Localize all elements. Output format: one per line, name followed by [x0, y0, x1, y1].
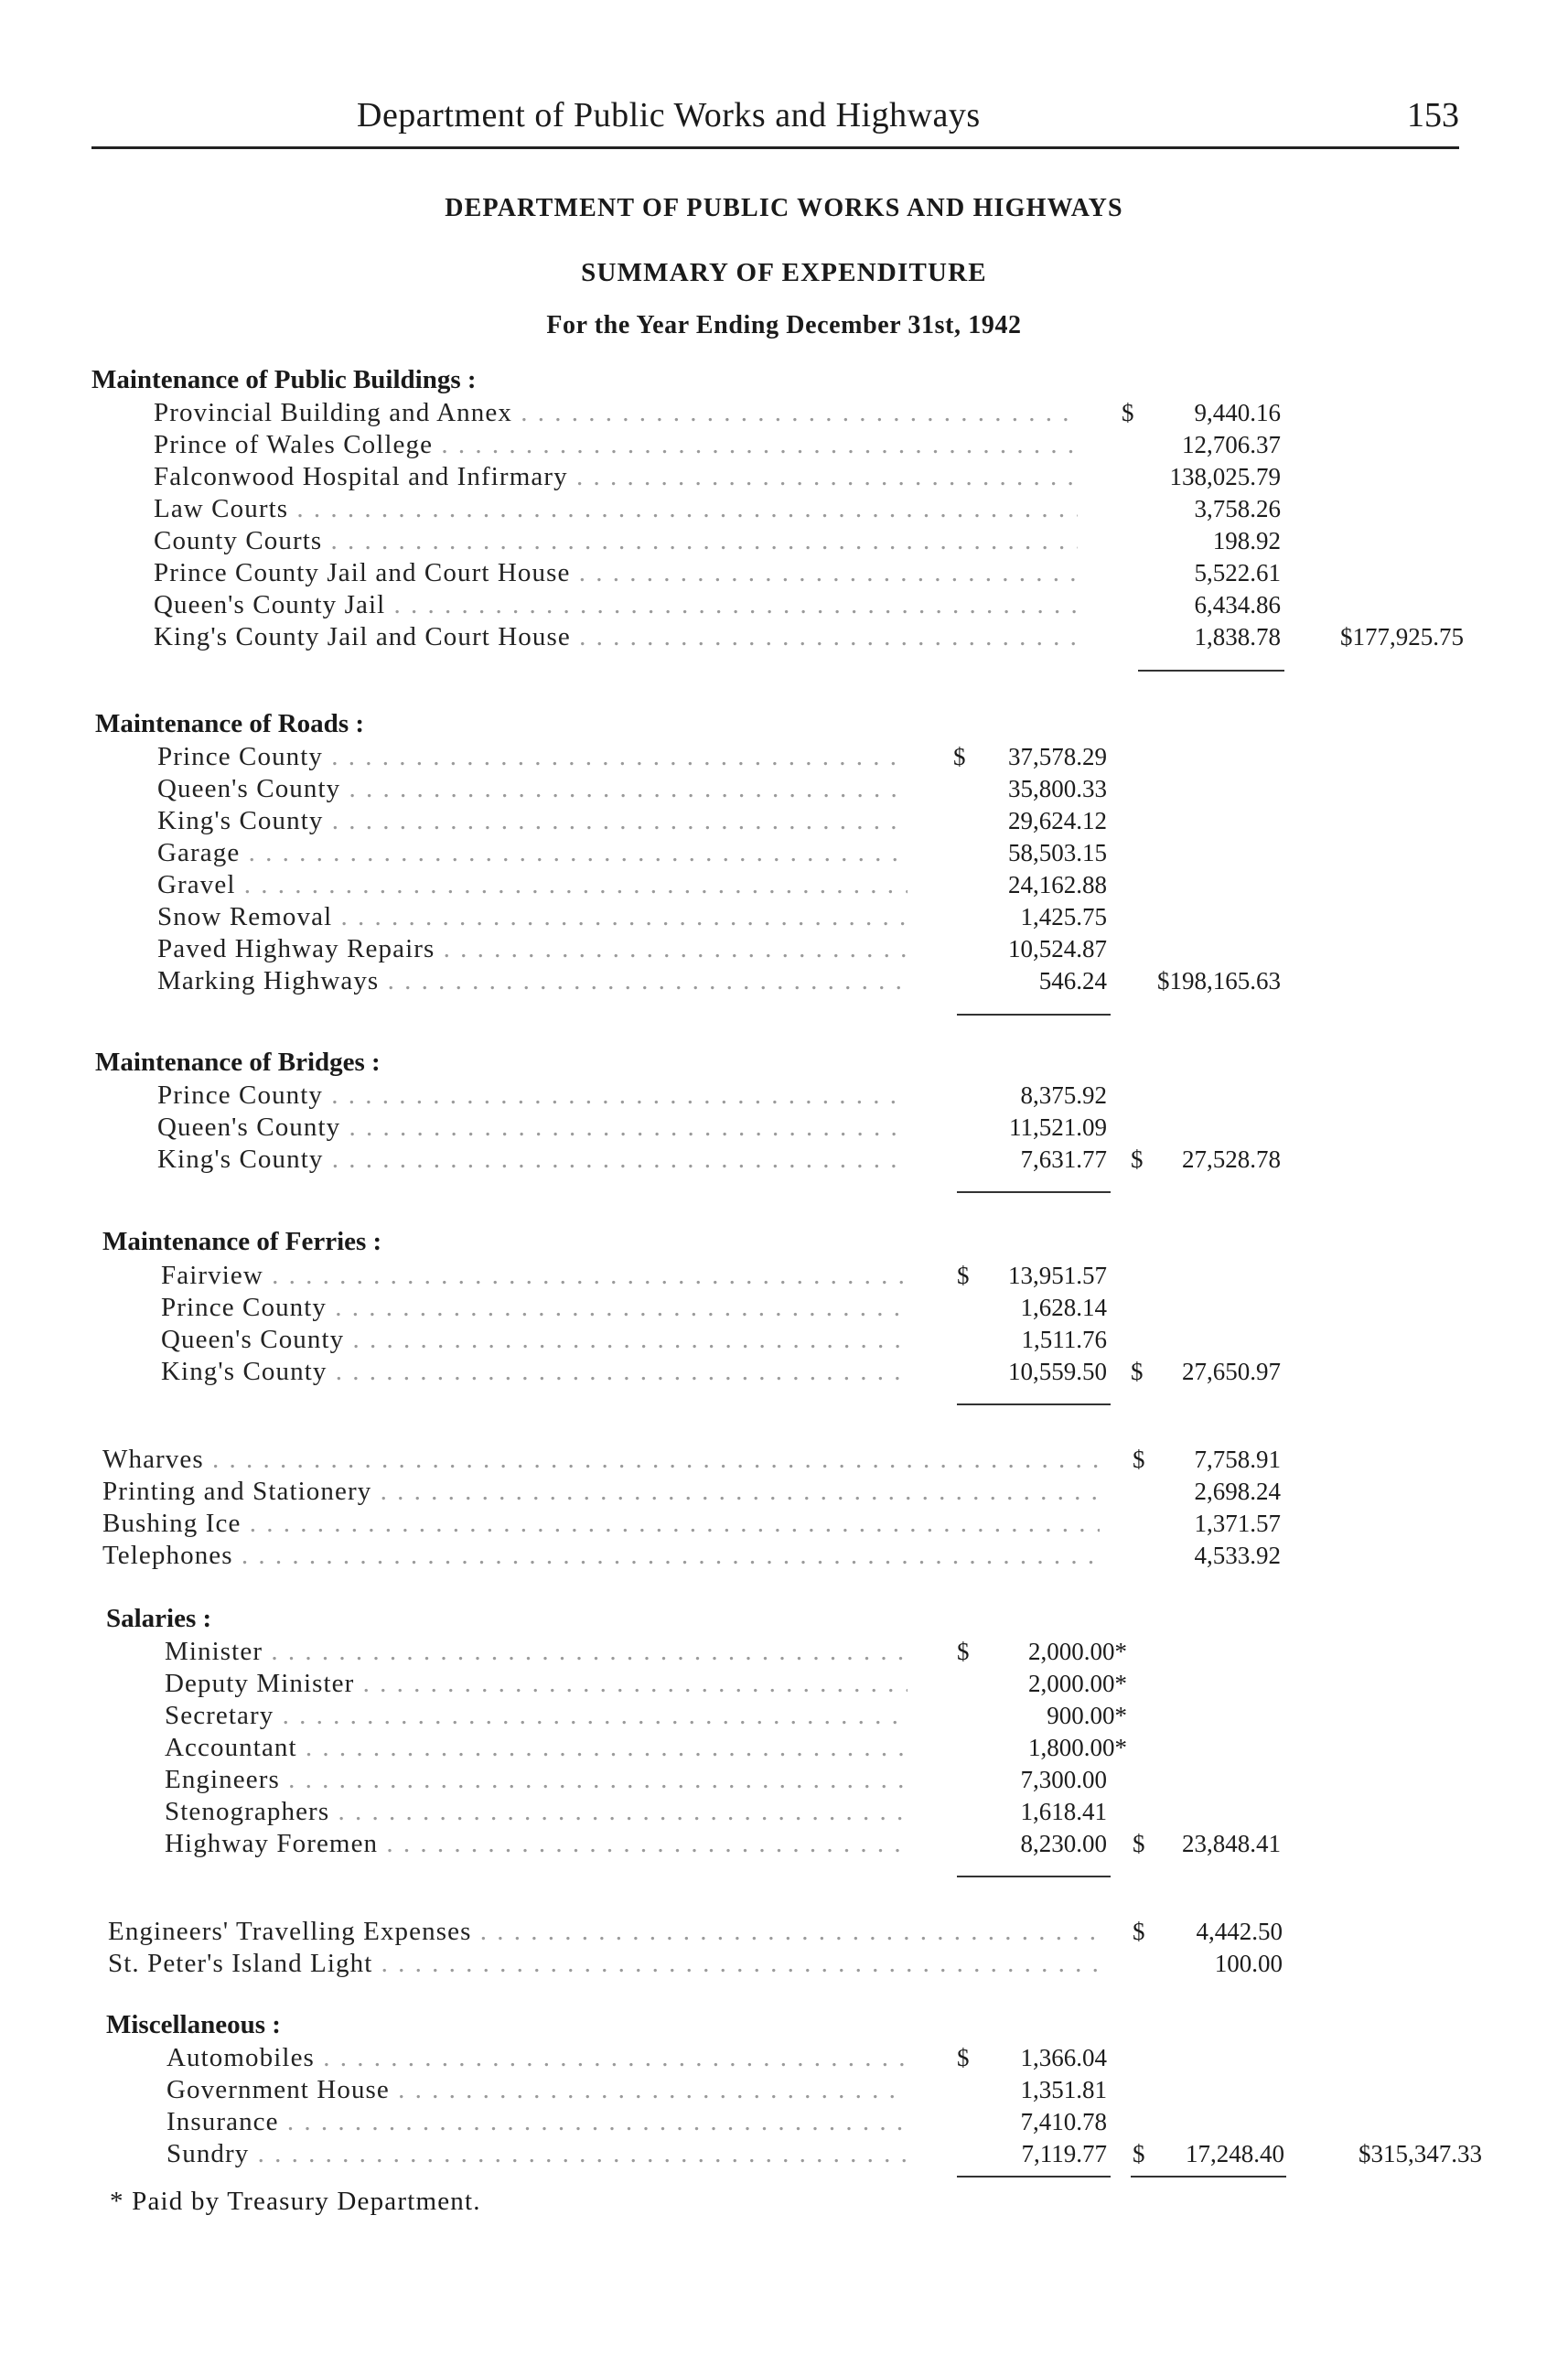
row-label: Fairview . . .: [161, 1260, 908, 1291]
total-rule: [957, 2176, 1111, 2178]
row-label: Engineers' Travelling Expenses . . .: [108, 1916, 1100, 1947]
row-label: Gravel . . .: [157, 869, 908, 900]
row-amount: 10,524.87: [1008, 935, 1107, 962]
row-label: Prince County . . .: [161, 1292, 908, 1323]
total-rule: [957, 1191, 1111, 1193]
row-amount: 4,442.50: [1196, 1918, 1283, 1945]
row-label: Prince of Wales College . . .: [154, 429, 1078, 460]
currency-symbol: $: [1131, 1145, 1144, 1173]
currency-symbol: $: [1133, 1830, 1145, 1857]
ledger-row: [0, 2138, 1568, 2169]
row-amount: 7,410.78: [1020, 2108, 1107, 2135]
section-total: $198,165.63: [1157, 967, 1281, 995]
ledger-row: [0, 589, 1568, 620]
row-amount: 13,951.57: [1008, 1262, 1107, 1289]
department-heading: DEPARTMENT OF PUBLIC WORKS AND HIGHWAYS: [445, 194, 1123, 222]
row-amount: 138,025.79: [1169, 463, 1281, 490]
row-amount: 1,511.76: [1021, 1326, 1107, 1353]
row-amount: 1,628.14: [1020, 1294, 1107, 1321]
ledger-row: [0, 2106, 1568, 2137]
section-total: 27,528.78: [1182, 1145, 1281, 1173]
ledger-row: [0, 1796, 1568, 1827]
row-amount: 11,521.09: [1009, 1113, 1107, 1141]
ledger-row: [0, 1356, 1568, 1387]
row-amount: 100.00: [1214, 1950, 1283, 1977]
ledger-row: [0, 869, 1568, 900]
ledger-row: [0, 493, 1568, 524]
row-amount: 6,434.86: [1194, 591, 1281, 618]
ledger-row: [0, 901, 1568, 932]
section-total: 23,848.41: [1182, 1830, 1281, 1857]
ledger-row: [0, 1144, 1568, 1175]
section-title-buildings: Maintenance of Public Buildings :: [91, 365, 477, 394]
row-label: Accountant . . .: [165, 1732, 908, 1763]
currency-symbol: $: [957, 1262, 970, 1289]
row-label: Deputy Minister . . .: [165, 1668, 908, 1699]
currency-symbol: $: [1133, 1918, 1145, 1945]
row-amount: 1,371.57: [1194, 1510, 1281, 1537]
currency-symbol: $: [1122, 399, 1134, 426]
section-title-miscellaneous: Miscellaneous :: [106, 2010, 281, 2039]
row-label: Telephones . . .: [102, 1540, 1100, 1571]
row-amount: 7,119.77: [1021, 2140, 1107, 2167]
row-amount: 2,698.24: [1194, 1478, 1281, 1505]
row-label: County Courts . . .: [154, 525, 1078, 556]
row-amount: 5,522.61: [1194, 559, 1281, 586]
summary-heading: SUMMARY OF EXPENDITURE: [581, 258, 987, 287]
ledger-row: [0, 1444, 1568, 1475]
row-amount: 1,351.81: [1020, 2076, 1107, 2103]
row-amount: 546.24: [1038, 967, 1107, 995]
section-title-ferries: Maintenance of Ferries :: [102, 1227, 382, 1256]
row-label: Prince County . . .: [157, 741, 908, 772]
ledger-row: [0, 1948, 1568, 1979]
year-heading: For the Year Ending December 31st, 1942: [546, 311, 1022, 339]
ledger-row: [0, 525, 1568, 556]
row-label: Prince County Jail and Court House . . .: [154, 557, 1078, 588]
ledger-row: [0, 1636, 1568, 1667]
ledger-row: [0, 1292, 1568, 1323]
ledger-row: [0, 741, 1568, 772]
row-label: Bushing Ice . . .: [102, 1508, 1100, 1539]
row-amount: 7,758.91: [1194, 1446, 1281, 1473]
row-label: Stenographers . . .: [165, 1796, 908, 1827]
row-amount: 4,533.92: [1194, 1542, 1281, 1569]
ledger-row: [0, 1476, 1568, 1507]
row-label: Garage . . .: [157, 837, 908, 868]
page-number: 153: [1407, 96, 1459, 134]
row-amount: 24,162.88: [1008, 871, 1107, 898]
row-label: Wharves . . .: [102, 1444, 1100, 1475]
row-label: King's County . . .: [157, 805, 908, 836]
ledger-row: [0, 429, 1568, 460]
footnote: * Paid by Treasury Department.: [110, 2187, 481, 2216]
row-amount: 3,758.26: [1194, 495, 1281, 522]
row-label: Printing and Stationery . . .: [102, 1476, 1100, 1507]
row-amount: 1,838.78: [1194, 623, 1281, 651]
row-label: Minister . . .: [165, 1636, 908, 1667]
total-rule: [957, 1014, 1111, 1016]
section-title-bridges: Maintenance of Bridges :: [95, 1048, 381, 1077]
total-rule: [1138, 670, 1284, 672]
row-label: Queen's County Jail . . .: [154, 589, 1078, 620]
ledger-row: [0, 1828, 1568, 1859]
row-label: Falconwood Hospital and Infirmary . . .: [154, 461, 1078, 492]
ledger-row: [0, 837, 1568, 868]
row-amount: 58,503.15: [1008, 839, 1107, 866]
ledger-row: [0, 1732, 1568, 1763]
row-label: Provincial Building and Annex . . .: [154, 397, 1078, 428]
row-amount: 198.92: [1212, 527, 1281, 554]
row-label: Queen's County . . .: [157, 1112, 908, 1143]
row-label: St. Peter's Island Light . . .: [108, 1948, 1100, 1979]
ledger-row: [0, 805, 1568, 836]
section-total: 27,650.97: [1182, 1358, 1281, 1385]
ledger-row: [0, 557, 1568, 588]
row-label: Law Courts . . .: [154, 493, 1078, 524]
ledger-row: [0, 621, 1568, 652]
row-amount: 1,618.41: [1020, 1798, 1107, 1825]
row-label: Snow Removal . . .: [157, 901, 908, 932]
ledger-row: [0, 461, 1568, 492]
row-amount: 35,800.33: [1008, 775, 1107, 802]
ledger-row: [0, 397, 1568, 428]
ledger-row: [0, 1112, 1568, 1143]
row-amount: 1,800.00*: [1028, 1734, 1127, 1761]
ledger-row: [0, 965, 1568, 996]
ledger-row: [0, 1764, 1568, 1795]
row-label: Automobiles . . .: [166, 2042, 908, 2073]
total-rule: [1131, 2176, 1286, 2178]
currency-symbol: $: [953, 743, 966, 770]
section-total: 17,248.40: [1186, 2140, 1284, 2167]
total-rule: [957, 1403, 1111, 1405]
row-amount: 9,440.16: [1194, 399, 1281, 426]
total-rule: [957, 1876, 1111, 1877]
row-amount: 8,375.92: [1020, 1081, 1107, 1109]
section-total: $177,925.75: [1340, 623, 1464, 651]
row-amount: 8,230.00: [1020, 1830, 1107, 1857]
running-title: Department of Public Works and Highways: [357, 96, 981, 134]
ledger-row: [0, 1508, 1568, 1539]
row-amount: 12,706.37: [1182, 431, 1281, 458]
row-amount: 10,559.50: [1008, 1358, 1107, 1385]
currency-symbol: $: [957, 2044, 970, 2071]
row-amount: 1,425.75: [1020, 903, 1107, 930]
row-amount: 2,000.00*: [1028, 1670, 1127, 1697]
currency-symbol: $: [1133, 1446, 1145, 1473]
ledger-row: [0, 1540, 1568, 1571]
row-label: King's County . . .: [157, 1144, 908, 1175]
row-label: Paved Highway Repairs . . .: [157, 933, 908, 964]
row-amount: 2,000.00*: [1028, 1638, 1127, 1665]
row-amount: 1,366.04: [1020, 2044, 1107, 2071]
running-head: [91, 91, 1459, 149]
currency-symbol: $: [1131, 1358, 1144, 1385]
row-amount: 37,578.29: [1008, 743, 1107, 770]
row-label: Engineers . . .: [165, 1764, 908, 1795]
currency-symbol: $: [957, 1638, 970, 1665]
row-amount: 900.00*: [1047, 1702, 1127, 1729]
ledger-row: [0, 1324, 1568, 1355]
ledger-row: [0, 1700, 1568, 1731]
ledger-row: [0, 2074, 1568, 2105]
grand-total: $315,347.33: [1359, 2140, 1482, 2167]
row-label: King's County Jail and Court House . . .: [154, 621, 1078, 652]
ledger-row: [0, 1260, 1568, 1291]
row-label: Marking Highways . . .: [157, 965, 908, 996]
ledger-row: [0, 1916, 1568, 1947]
section-title-salaries: Salaries :: [106, 1604, 212, 1633]
row-label: Sundry . . .: [166, 2138, 908, 2169]
ledger-row: [0, 2042, 1568, 2073]
row-label: Government House . . .: [166, 2074, 908, 2105]
section-title-roads: Maintenance of Roads :: [95, 709, 365, 738]
row-label: Prince County . . .: [157, 1080, 908, 1111]
ledger-row: [0, 933, 1568, 964]
row-amount: 7,300.00: [1020, 1766, 1107, 1793]
row-label: Queen's County . . .: [157, 773, 908, 804]
row-label: King's County . . .: [161, 1356, 908, 1387]
row-amount: 29,624.12: [1008, 807, 1107, 834]
currency-symbol: $: [1133, 2140, 1145, 2167]
ledger-row: [0, 1668, 1568, 1699]
row-label: Highway Foremen . . .: [165, 1828, 908, 1859]
row-label: Secretary . . .: [165, 1700, 908, 1731]
ledger-row: [0, 1080, 1568, 1111]
ledger-row: [0, 773, 1568, 804]
row-label: Queen's County . . .: [161, 1324, 908, 1355]
row-label: Insurance . . .: [166, 2106, 908, 2137]
row-amount: 7,631.77: [1020, 1145, 1107, 1173]
